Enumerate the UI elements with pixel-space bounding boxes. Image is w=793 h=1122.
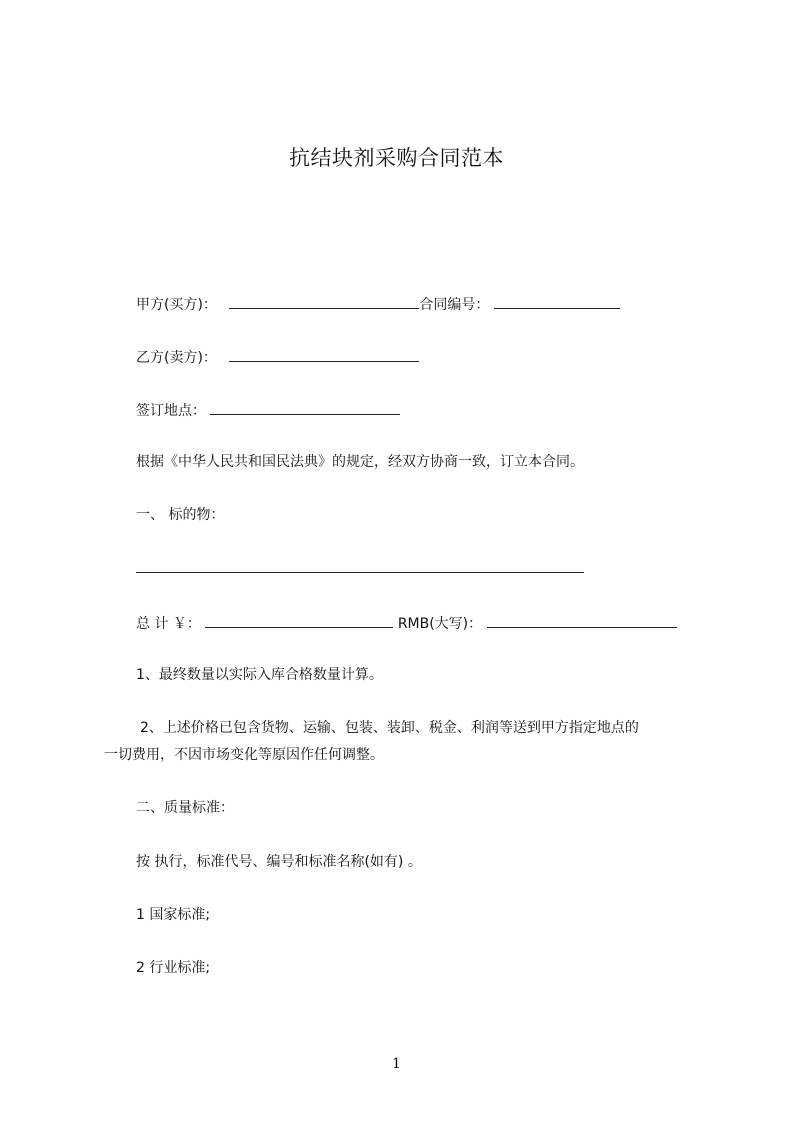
buyer-row bbox=[136, 292, 620, 315]
standard-1: 1 国家标准; bbox=[136, 907, 211, 923]
seller-label: 乙方(卖方)： bbox=[136, 350, 217, 366]
buyer-blank[interactable] bbox=[229, 292, 419, 309]
rmb-blank[interactable] bbox=[487, 611, 677, 628]
page-number: 1 bbox=[392, 1056, 401, 1072]
section2-heading: 二、质量标准： bbox=[136, 800, 234, 816]
section1-heading: 一、 标的物： bbox=[136, 507, 225, 523]
item-2-line-2: 一切费用，不因市场变化等原因作任何调整。 bbox=[104, 747, 384, 763]
subject-matter-blank[interactable] bbox=[136, 572, 584, 573]
standard-2: 2 行业标准; bbox=[136, 960, 211, 976]
document-title: 抗结块剂采购合同范本 bbox=[289, 146, 504, 170]
preamble: 根据《中华人民共和国民法典》的规定，经双方协商一致，订立本合同。 bbox=[136, 454, 584, 470]
seller-row bbox=[136, 345, 419, 368]
total-row bbox=[136, 611, 677, 634]
contract-no-label: 合同编号： bbox=[419, 297, 490, 313]
item-2-line-1: 2、上述价格已包含货物、运输、包装、装卸、税金、利润等送到甲方指定地点的 bbox=[140, 720, 639, 736]
buyer-label: 甲方(买方)： bbox=[136, 297, 217, 313]
rmb-label: RMB(大写)： bbox=[397, 616, 483, 632]
sign-place-label: 签订地点： bbox=[136, 403, 206, 419]
contract-no-blank[interactable] bbox=[494, 292, 620, 309]
total-label: 总 计 ￥： bbox=[136, 616, 201, 632]
sign-place-blank[interactable] bbox=[210, 398, 400, 415]
standard-intro: 按 执行，标准代号、编号和标准名称(如有) 。 bbox=[136, 854, 422, 870]
sign-place-row bbox=[136, 398, 400, 421]
item-1: 1、最终数量以实际入库合格数量计算。 bbox=[136, 667, 383, 683]
seller-blank[interactable] bbox=[229, 345, 419, 362]
total-blank[interactable] bbox=[205, 611, 393, 628]
